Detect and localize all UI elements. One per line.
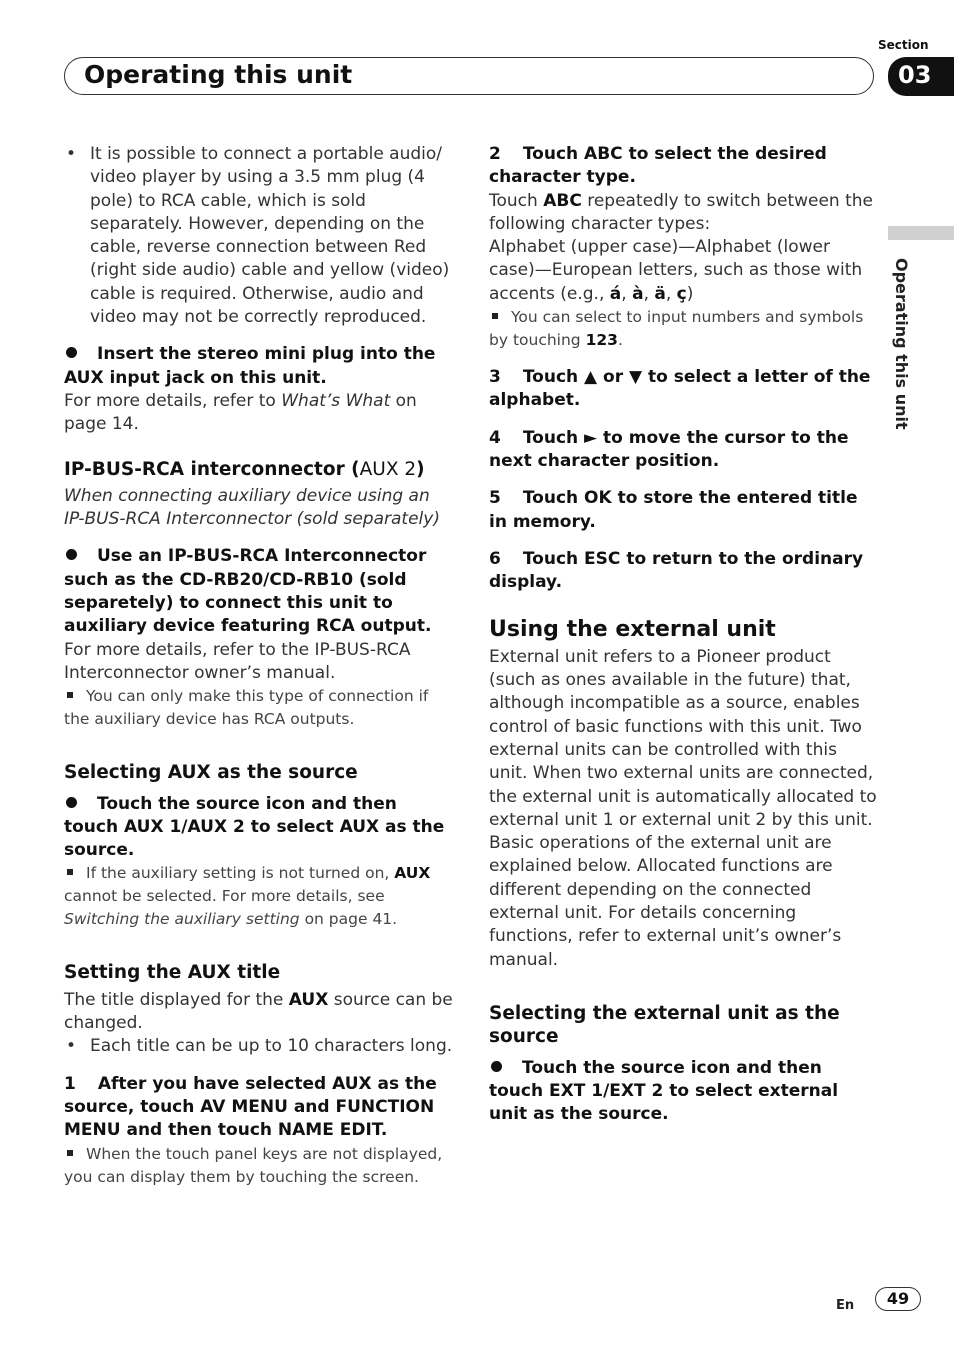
step-select-aux: Touch the source icon and then touch AUX 1/AUX 2 to select AUX as the source. [64, 793, 445, 861]
ipbus-condition: When connecting auxiliary device using an IP-BUS-RCA Interconnector (sold separately) [64, 485, 440, 530]
note-square-icon [492, 313, 498, 319]
bullet-dot-icon [66, 347, 77, 358]
title-length-bullet: • Each title can be up to 10 characters long. [64, 1035, 454, 1058]
language-label: En [836, 1298, 855, 1313]
side-tab-label: Operating this unit [892, 258, 911, 430]
ipbus-note: You can only make this type of connection if the auxiliary device has RCA outputs. [64, 687, 429, 729]
insert-detail: For more details, refer to What’s What on page 14. [64, 390, 417, 435]
heading-external-unit: Using the external unit [489, 617, 776, 643]
bullet-dot-icon [491, 1061, 502, 1072]
side-tab-marker [888, 226, 954, 240]
bullet-dot-icon [66, 797, 77, 808]
step-1: 1 After you have selected AUX as the source, touch AV MENU and FUNCTION MENU and then touch NAME EDIT. [64, 1073, 437, 1141]
ipbus-detail: For more details, refer to the IP-BUS-RCA Interconnector owner’s manual. [64, 639, 411, 683]
step-2-types: Alphabet (upper case)—Alphabet (lower case)—European letters, such as those with accents (e.g., á, à, ä, ç) [489, 237, 863, 304]
step-1-note: When the touch panel keys are not displayed, you can display them by touching the screen. [64, 1144, 443, 1186]
step-4: 4 Touch ► to move the cursor to the next character position. [489, 427, 849, 471]
step-3: 3 Touch ▲ or ▼ to select a letter of the alphabet. [489, 367, 871, 411]
heading-aux-title: Setting the AUX title [64, 962, 281, 984]
page-number: 49 [875, 1287, 921, 1311]
bullet-dot-icon [66, 549, 77, 560]
step-6: 6 Touch ESC to return to the ordinary display. [489, 548, 864, 593]
section-number-badge: 03 [888, 57, 954, 96]
step-5: 5 Touch OK to store the entered title in memory. [489, 488, 858, 532]
step-select-external: Touch the source icon and then touch EXT 1/EXT 2 to select external unit as the source. [489, 1057, 839, 1125]
step-insert-plug: Insert the stereo mini plug into the AUX input jack on this unit. [64, 344, 436, 388]
step-2: 2 Touch ABC to select the desired character type. [489, 144, 827, 188]
note-square-icon [67, 692, 73, 698]
page-title: Operating this unit [84, 60, 353, 89]
heading-ipbus: IP-BUS-RCA interconnector (AUX 2) [64, 458, 425, 480]
heading-select-aux: Selecting AUX as the source [64, 762, 358, 784]
note-square-icon [67, 869, 73, 875]
right-column [489, 143, 879, 1126]
external-paragraph-1: External unit refers to a Pioneer product (such as ones available in the future) that, although incompatible as a source, enables control of basic functions with this unit. Two external units can be controlled with this unit. When two external units are connected, the external unit is automatically allocated to external unit 1 or external unit 2 by this unit. [489, 646, 877, 830]
select-note: If the auxiliary setting is not turned on, AUX cannot be selected. For more details, see Switching the auxiliary setting on page 41. [64, 864, 431, 929]
step-2-note: You can select to input numbers and symbols by touching 123. [489, 308, 864, 350]
step-ipbus: Use an IP-BUS-RCA Interconnector such as the CD-RB20/CD-RB10 (sold separetely) to connect this unit to auxiliary device featuring RCA output. [64, 546, 432, 637]
heading-select-external: Selecting the external unit as the source [489, 1002, 840, 1048]
bullet-portable-player: • It is possible to connect a portable audio/ video player by using a 3.5 mm plug (4 pole) to RCA cable, which is sold separately. However, depending on the cable, reverse connection between Red (right side audio) cable and yellow (video) cable is required. Otherwise, audio and video may not be correctly reproduced. [64, 143, 454, 329]
title-description: The title displayed for the AUX source can be changed. [64, 989, 453, 1034]
section-label: Section [878, 38, 929, 52]
left-column [64, 143, 454, 1189]
step-2-body: Touch ABC repeatedly to switch between the following character types: [489, 190, 874, 234]
external-paragraph-2: Basic operations of the external unit are explained below. Allocated functions are different depending on the connected external unit. For details concerning functions, refer to external unit’s owner’s manual. [489, 833, 842, 970]
note-square-icon [67, 1150, 73, 1156]
